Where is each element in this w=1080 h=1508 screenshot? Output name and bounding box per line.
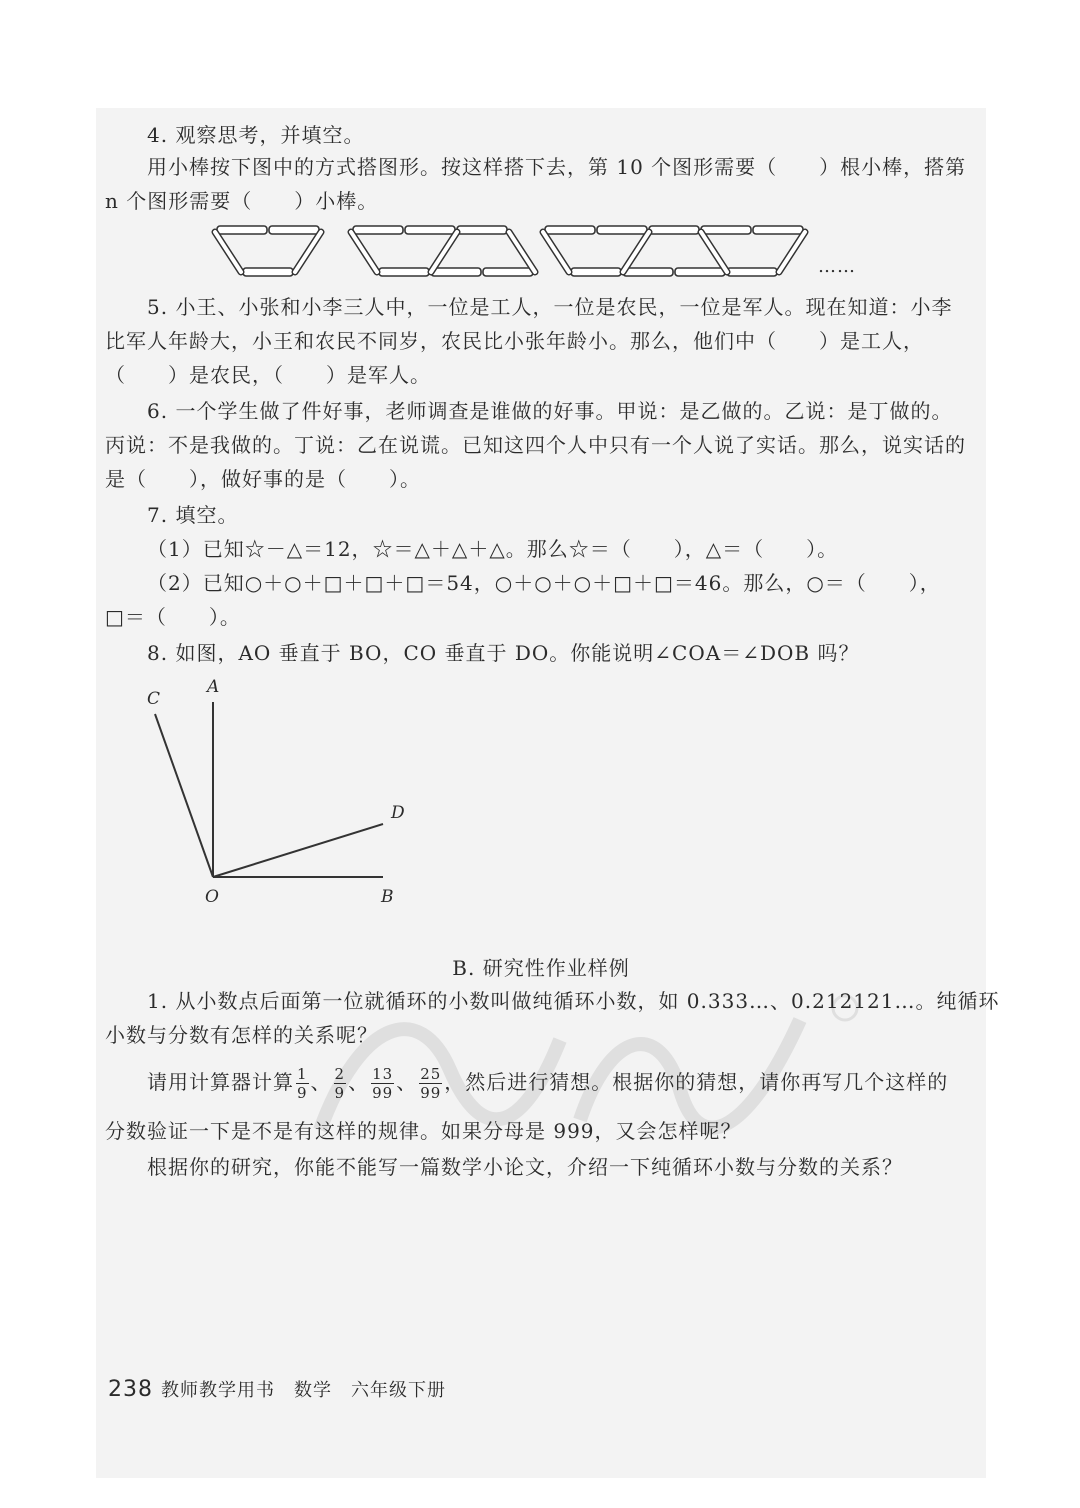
q4-line1: 用小棒按下图中的方式搭图形。按这样搭下去，第 10 个图形需要（ ）根小棒，搭第 [147, 155, 967, 179]
continuation-dots: …… [818, 256, 856, 277]
q6-line2: 丙说：不是我做的。丁说：乙在说谎。已知这四个人中只有一个人说了实话。那么，说实话的 [105, 433, 966, 457]
q7-title: 7. 填空。 [147, 503, 239, 527]
fraction-2-9: $\frac{2}{9}$ [334, 1065, 346, 1102]
b3-line: 根据你的研究，你能不能写一篇数学小论文，介绍一下纯循环小数与分数的关系？ [147, 1155, 903, 1179]
b2-suffix: ，然后进行猜想。根据你的猜想，请你再写几个这样的 [444, 1070, 949, 1094]
b2-line2: 分数验证一下是不是有这样的规律。如果分母是 999，又会怎样呢？ [105, 1119, 742, 1143]
angle-diagram [135, 672, 425, 907]
q4-line2: n 个图形需要（ ）小棒。 [105, 189, 379, 213]
q7-line3: □＝（ ）。 [105, 605, 241, 629]
page-footer [108, 1376, 446, 1402]
book-title: 教师教学用书 数学 六年级下册 [161, 1380, 446, 1401]
b2-line1: 请用计算器计算 $\frac{1}{9}$ 、 $\frac{2}{9}$ 、 $\frac{13}{99}$ 、 $\frac{25}{99}$ ，然后进行猜想。根据你的猜想，请你再写几个这样的 [147, 1065, 949, 1102]
b2-prefix: 请用计算器计算 [147, 1070, 294, 1094]
label-B: B [381, 887, 394, 907]
fraction-25-99: $\frac{25}{99}$ [420, 1065, 442, 1102]
stick-figure-2 [351, 226, 535, 276]
q7-line1: （1）已知☆－△＝12，☆＝△＋△＋△。那么☆＝（ ），△＝（ ）。 [147, 537, 839, 561]
ray-OC [155, 714, 213, 877]
stick-figure-1 [215, 226, 321, 276]
q6-line3: 是（ ），做好事的是（ ）。 [105, 467, 421, 491]
page-number: 238 [108, 1377, 153, 1402]
fraction-13-99: $\frac{13}{99}$ [372, 1065, 394, 1102]
q8-line1: 8. 如图，AO 垂直于 BO，CO 垂直于 DO。你能说明∠COA＝∠DOB 吗？ [147, 641, 860, 665]
b1-line1: 1. 从小数点后面第一位就循环的小数叫做纯循环小数，如 0.333…、0.212121…。纯循环 [147, 989, 1000, 1013]
q5-line2: 比军人年龄大，小王和农民不同岁，农民比小张年龄小。那么，他们中（ ）是工人， [105, 329, 924, 353]
fraction-1-9: $\frac{1}{9}$ [297, 1065, 308, 1102]
label-A: A [207, 677, 220, 697]
q6-line1: 6. 一个学生做了件好事，老师调查是谁做的好事。甲说：是乙做的。乙说：是丁做的。 [147, 399, 953, 423]
q7-line2: （2）已知○＋○＋□＋□＋□＝54，○＋○＋○＋□＋□＝46。那么，○＝（ ）， [147, 571, 941, 595]
ray-OD [213, 824, 383, 877]
q4-title: 4. 观察思考，并填空。 [147, 123, 365, 147]
section-b-title: B. 研究性作业样例 [452, 956, 630, 980]
stick-figure-3 [543, 226, 805, 276]
q5-line3: （ ）是农民，（ ）是军人。 [105, 363, 431, 387]
b1-line2: 小数与分数有怎样的关系呢？ [105, 1023, 378, 1047]
stick-figures-diagram [205, 220, 875, 284]
q5-line1: 5. 小王、小张和小李三人中，一位是工人，一位是农民，一位是军人。现在知道：小李 [147, 295, 953, 319]
label-D: D [391, 803, 405, 823]
label-C: C [147, 689, 161, 709]
label-O: O [205, 887, 219, 907]
